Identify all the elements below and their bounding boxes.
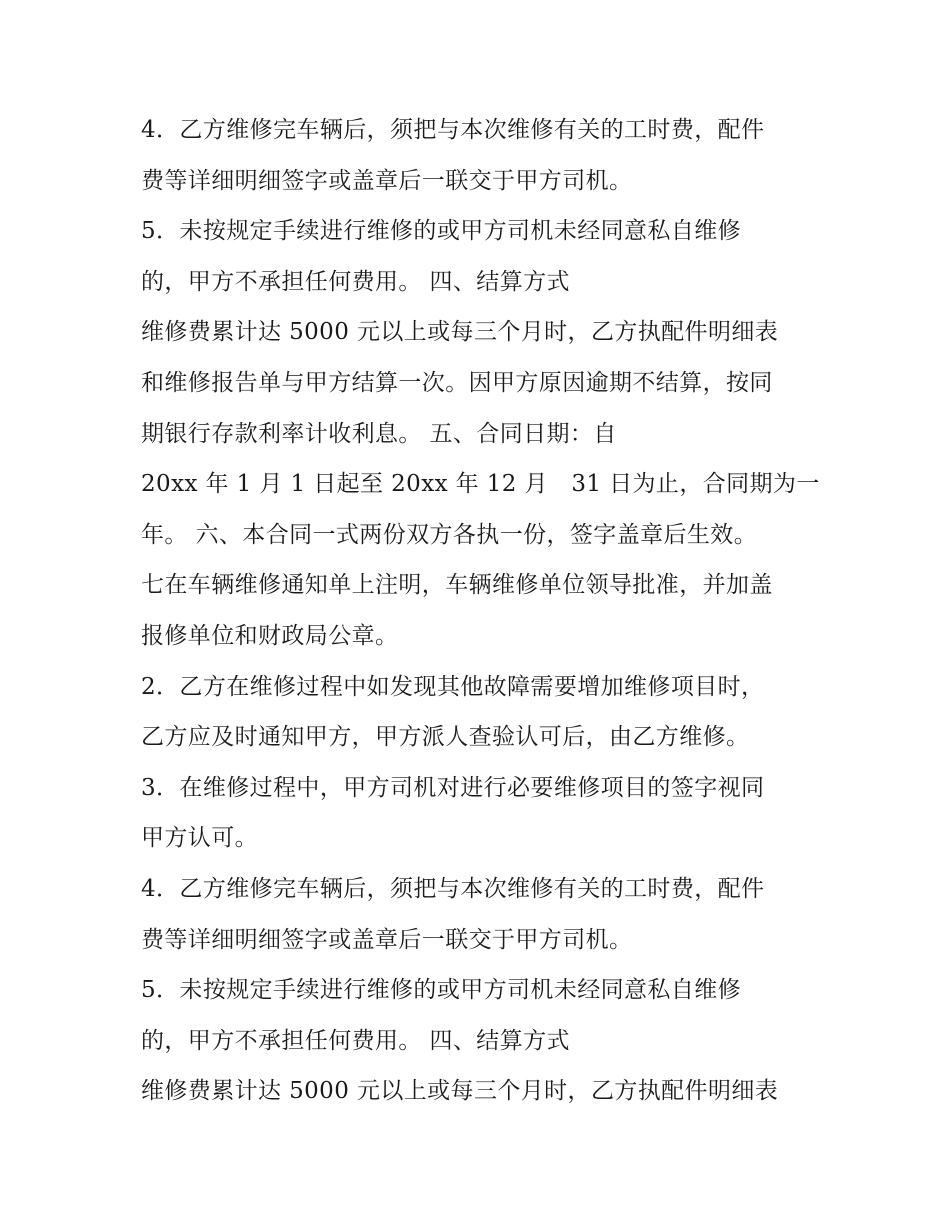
text-line: 乙方应及时通知甲方，甲方派人查验认可后，由乙方维修。 [141, 724, 750, 751]
text-line: 的，甲方不承担任何费用。 四、结算方式 [141, 268, 570, 295]
text-line: 2．乙方在维修过程中如发现其他故障需要增加维修项目时， [141, 673, 765, 700]
text-line: 4．乙方维修完车辆后，须把与本次维修有关的工时费，配件 [141, 875, 765, 902]
text-line: 甲方认可。 [141, 825, 258, 852]
text-line: 4．乙方维修完车辆后，须把与本次维修有关的工时费，配件 [141, 117, 765, 143]
text-line: 5．未按规定手续进行维修的或甲方司机未经同意私自维修 [141, 977, 742, 1004]
text-line: 费等详细明细签字或盖章后一联交于甲方司机。 [141, 926, 633, 953]
text-line: 报修单位和财政局公章。 [141, 622, 399, 649]
text-line: 3．在维修过程中，甲方司机对进行必要维修项目的签字视同 [141, 774, 765, 801]
text-line: 5．未按规定手续进行维修的或甲方司机未经同意私自维修 [141, 218, 742, 245]
text-line: 维修费累计达 5000 元以上或每三个月时，乙方执配件明细表 [141, 319, 779, 346]
text-line: 年。 六、本合同一式两份双方各执一份，签字盖章后生效。 [141, 521, 758, 548]
text-line: 维修费累计达 5000 元以上或每三个月时，乙方执配件明细表 [141, 1078, 779, 1105]
text-line: 期银行存款利率计收利息。 五、合同日期：自 [141, 420, 617, 447]
text-line: 20xx 年 1 月 1 日起至 20xx 年 12 月 31 日为止，合同期为一 [141, 471, 820, 498]
document-body [141, 110, 841, 1122]
text-line: 的，甲方不承担任何费用。 四、结算方式 [141, 1027, 570, 1054]
text-line: 七在车辆维修通知单上注明，车辆维修单位领导批准，并加盖 [141, 572, 773, 599]
text-line: 费等详细明细签字或盖章后一联交于甲方司机。 [141, 167, 633, 194]
text-line: 和维修报告单与甲方结算一次。因甲方原因逾期不结算，按同 [141, 369, 773, 396]
